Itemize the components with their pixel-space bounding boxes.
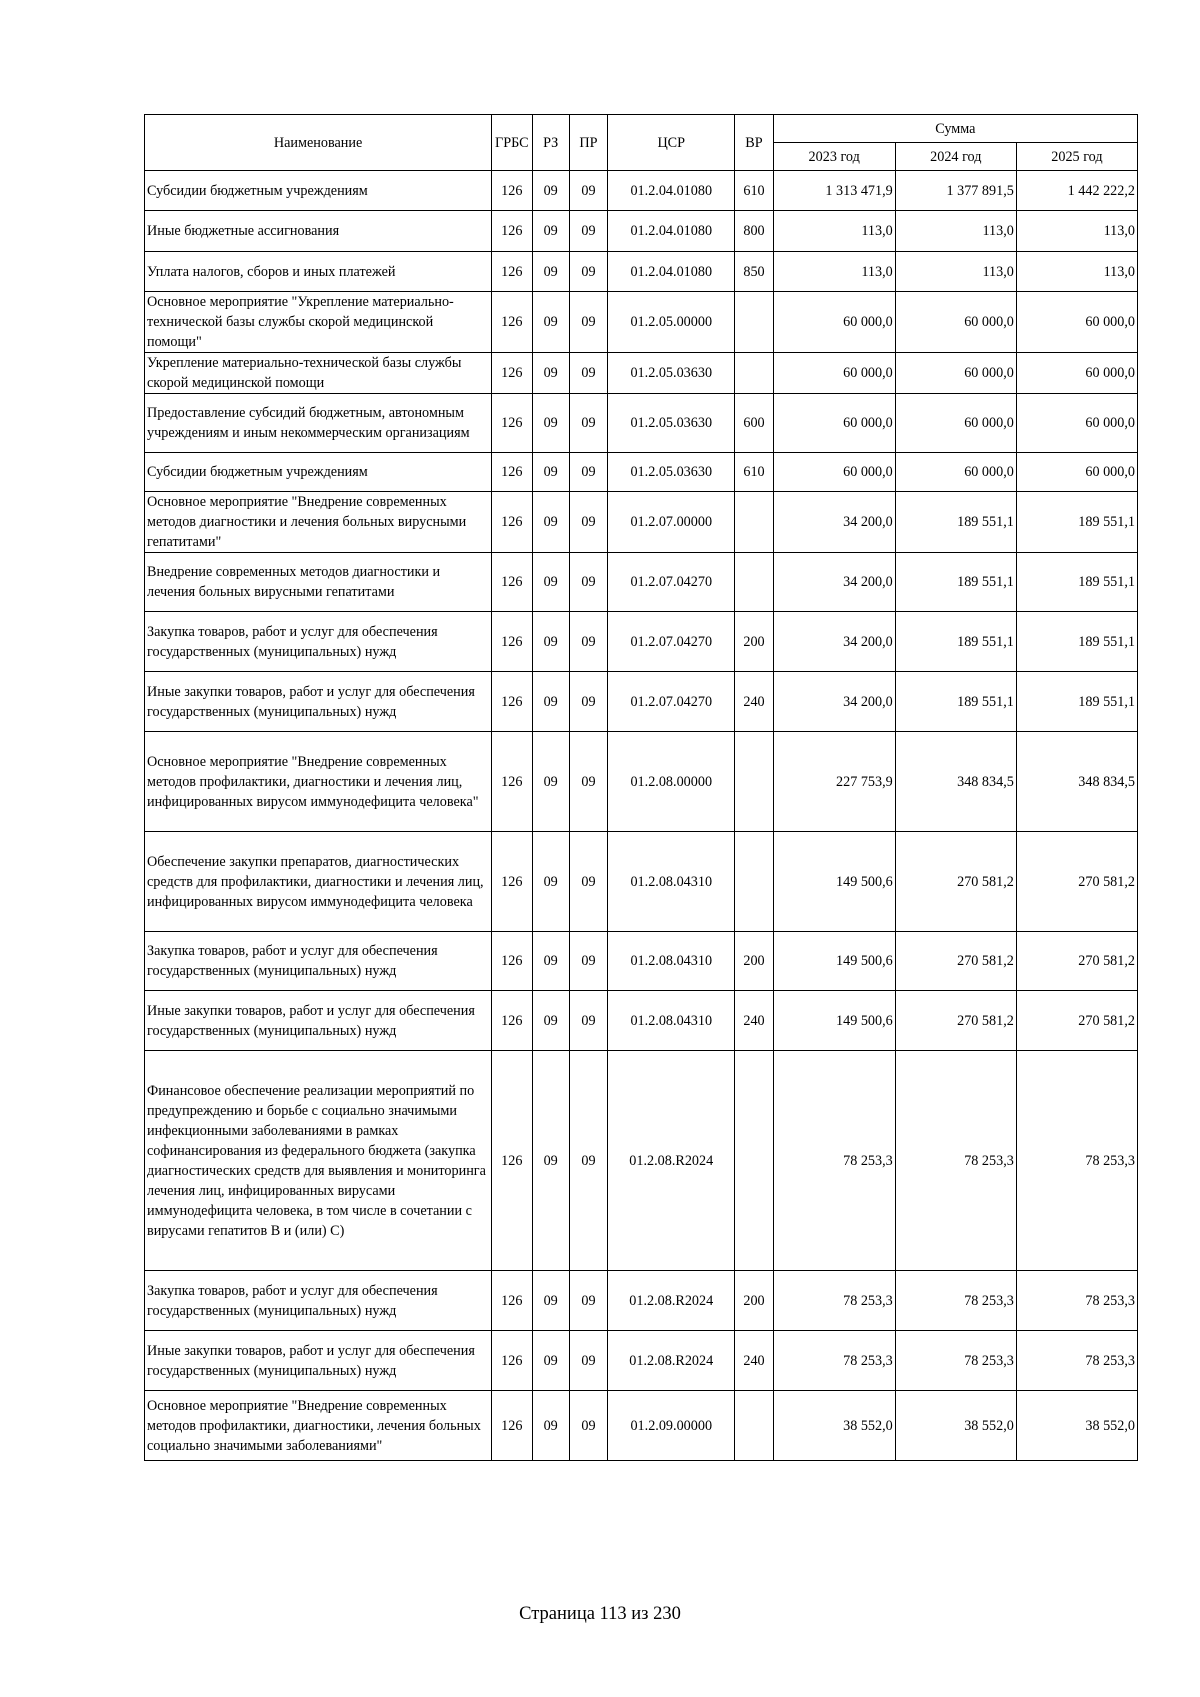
table-row xyxy=(145,1271,1138,1331)
row-rz: 09 xyxy=(532,991,569,1051)
row-grbs: 126 xyxy=(492,553,532,612)
row-csr: 01.2.04.01080 xyxy=(608,211,735,252)
row-name: Основное мероприятие "Внедрение современных методов диагностики и лечения больных вирусными гепатитами" xyxy=(145,492,492,553)
row-csr: 01.2.05.00000 xyxy=(608,292,735,353)
table-row xyxy=(145,832,1138,932)
row-sum-2024: 78 253,3 xyxy=(895,1051,1016,1271)
row-pr: 09 xyxy=(569,612,607,672)
row-grbs: 126 xyxy=(492,292,532,353)
header-csr: ЦСР xyxy=(608,115,735,171)
row-pr: 09 xyxy=(569,252,607,292)
row-rz: 09 xyxy=(532,672,569,732)
header-rz: РЗ xyxy=(532,115,569,171)
row-sum-2025: 38 552,0 xyxy=(1016,1391,1137,1461)
row-pr: 09 xyxy=(569,991,607,1051)
row-rz: 09 xyxy=(532,612,569,672)
row-sum-2023: 113,0 xyxy=(773,211,895,252)
table-row xyxy=(145,353,1138,394)
row-grbs: 126 xyxy=(492,353,532,394)
row-grbs: 126 xyxy=(492,1271,532,1331)
row-rz: 09 xyxy=(532,1331,569,1391)
row-sum-2023: 34 200,0 xyxy=(773,553,895,612)
row-vr: 240 xyxy=(735,1331,773,1391)
row-sum-2023: 60 000,0 xyxy=(773,292,895,353)
row-csr: 01.2.07.04270 xyxy=(608,612,735,672)
row-grbs: 126 xyxy=(492,991,532,1051)
row-name: Закупка товаров, работ и услуг для обеспечения государственных (муниципальных) нужд xyxy=(145,612,492,672)
row-rz: 09 xyxy=(532,553,569,612)
row-vr: 610 xyxy=(735,171,773,211)
row-vr: 240 xyxy=(735,991,773,1051)
row-rz: 09 xyxy=(532,1391,569,1461)
row-csr: 01.2.08.04310 xyxy=(608,991,735,1051)
table-body xyxy=(145,171,1138,1461)
row-name: Предоставление субсидий бюджетным, автономным учреждениям и иным некоммерческим организациям xyxy=(145,394,492,453)
header-2024: 2024 год xyxy=(895,143,1016,171)
row-pr: 09 xyxy=(569,394,607,453)
row-pr: 09 xyxy=(569,672,607,732)
table-row xyxy=(145,252,1138,292)
row-sum-2023: 113,0 xyxy=(773,252,895,292)
row-csr: 01.2.04.01080 xyxy=(608,252,735,292)
table-row xyxy=(145,492,1138,553)
table-header xyxy=(145,115,1138,171)
row-sum-2023: 60 000,0 xyxy=(773,394,895,453)
row-sum-2023: 78 253,3 xyxy=(773,1331,895,1391)
header-vr: ВР xyxy=(735,115,773,171)
row-pr: 09 xyxy=(569,553,607,612)
row-sum-2024: 189 551,1 xyxy=(895,492,1016,553)
row-name: Уплата налогов, сборов и иных платежей xyxy=(145,252,492,292)
table-row xyxy=(145,991,1138,1051)
row-name: Субсидии бюджетным учреждениям xyxy=(145,453,492,492)
row-sum-2025: 60 000,0 xyxy=(1016,292,1137,353)
row-csr: 01.2.05.03630 xyxy=(608,353,735,394)
row-sum-2024: 348 834,5 xyxy=(895,732,1016,832)
row-grbs: 126 xyxy=(492,1051,532,1271)
row-vr xyxy=(735,292,773,353)
table-row xyxy=(145,1051,1138,1271)
row-pr: 09 xyxy=(569,1391,607,1461)
row-sum-2023: 78 253,3 xyxy=(773,1051,895,1271)
table-row xyxy=(145,612,1138,672)
row-vr xyxy=(735,732,773,832)
table-row xyxy=(145,211,1138,252)
row-pr: 09 xyxy=(569,1331,607,1391)
row-rz: 09 xyxy=(532,832,569,932)
table-row xyxy=(145,394,1138,453)
row-sum-2024: 78 253,3 xyxy=(895,1271,1016,1331)
page-number: Страница 113 из 230 xyxy=(519,1604,681,1624)
row-pr: 09 xyxy=(569,1271,607,1331)
row-grbs: 126 xyxy=(492,832,532,932)
row-csr: 01.2.07.00000 xyxy=(608,492,735,553)
row-sum-2023: 227 753,9 xyxy=(773,732,895,832)
row-name: Закупка товаров, работ и услуг для обеспечения государственных (муниципальных) нужд xyxy=(145,1271,492,1331)
row-sum-2023: 34 200,0 xyxy=(773,672,895,732)
row-rz: 09 xyxy=(532,1051,569,1271)
row-sum-2023: 38 552,0 xyxy=(773,1391,895,1461)
row-sum-2024: 270 581,2 xyxy=(895,932,1016,991)
header-grbs: ГРБС xyxy=(492,115,532,171)
row-sum-2025: 189 551,1 xyxy=(1016,672,1137,732)
row-rz: 09 xyxy=(532,211,569,252)
row-grbs: 126 xyxy=(492,492,532,553)
row-sum-2024: 60 000,0 xyxy=(895,353,1016,394)
row-sum-2025: 60 000,0 xyxy=(1016,394,1137,453)
row-name: Укрепление материально-технической базы службы скорой медицинской помощи xyxy=(145,353,492,394)
row-sum-2024: 78 253,3 xyxy=(895,1331,1016,1391)
row-name: Финансовое обеспечение реализации мероприятий по предупреждению и борьбе с социально значимыми инфекционными заболеваниями в рамках софинансирования из федерального бюджета (закупка диагностических средств для выявления и мониторинга лечения лиц, инфицированных вирусами иммунодефицита человека, в том числе в сочетании с вирусами гепатитов B и (или) C) xyxy=(145,1051,492,1271)
table-row xyxy=(145,932,1138,991)
row-rz: 09 xyxy=(532,492,569,553)
row-sum-2024: 189 551,1 xyxy=(895,672,1016,732)
row-vr xyxy=(735,1051,773,1271)
row-sum-2025: 78 253,3 xyxy=(1016,1331,1137,1391)
row-name: Иные закупки товаров, работ и услуг для обеспечения государственных (муниципальных) нужд xyxy=(145,991,492,1051)
row-csr: 01.2.07.04270 xyxy=(608,672,735,732)
header-name: Наименование xyxy=(145,115,492,171)
row-csr: 01.2.08.04310 xyxy=(608,832,735,932)
row-sum-2025: 78 253,3 xyxy=(1016,1051,1137,1271)
row-vr: 850 xyxy=(735,252,773,292)
row-grbs: 126 xyxy=(492,1391,532,1461)
table-row xyxy=(145,171,1138,211)
row-vr xyxy=(735,553,773,612)
row-sum-2025: 189 551,1 xyxy=(1016,553,1137,612)
row-sum-2024: 189 551,1 xyxy=(895,612,1016,672)
budget-table xyxy=(144,114,1138,1461)
row-pr: 09 xyxy=(569,1051,607,1271)
row-csr: 01.2.08.04310 xyxy=(608,932,735,991)
table-row xyxy=(145,672,1138,732)
row-grbs: 126 xyxy=(492,1331,532,1391)
row-sum-2024: 60 000,0 xyxy=(895,394,1016,453)
row-name: Обеспечение закупки препаратов, диагностических средств для профилактики, диагностики и лечения лиц, инфицированных вирусом иммунодефицита человека xyxy=(145,832,492,932)
row-vr: 200 xyxy=(735,932,773,991)
table-row xyxy=(145,1331,1138,1391)
row-sum-2024: 60 000,0 xyxy=(895,453,1016,492)
row-grbs: 126 xyxy=(492,932,532,991)
row-pr: 09 xyxy=(569,292,607,353)
row-grbs: 126 xyxy=(492,211,532,252)
row-pr: 09 xyxy=(569,453,607,492)
row-grbs: 126 xyxy=(492,732,532,832)
row-grbs: 126 xyxy=(492,672,532,732)
row-pr: 09 xyxy=(569,732,607,832)
row-rz: 09 xyxy=(532,732,569,832)
row-sum-2025: 113,0 xyxy=(1016,252,1137,292)
header-2025: 2025 год xyxy=(1016,143,1137,171)
row-csr: 01.2.05.03630 xyxy=(608,394,735,453)
row-pr: 09 xyxy=(569,932,607,991)
row-sum-2025: 189 551,1 xyxy=(1016,612,1137,672)
row-pr: 09 xyxy=(569,492,607,553)
row-name: Закупка товаров, работ и услуг для обеспечения государственных (муниципальных) нужд xyxy=(145,932,492,991)
row-name: Основное мероприятие "Укрепление материально-технической базы службы скорой медицинской помощи" xyxy=(145,292,492,353)
row-rz: 09 xyxy=(532,1271,569,1331)
row-pr: 09 xyxy=(569,353,607,394)
row-sum-2023: 34 200,0 xyxy=(773,612,895,672)
row-sum-2025: 78 253,3 xyxy=(1016,1271,1137,1331)
row-rz: 09 xyxy=(532,932,569,991)
row-sum-2024: 270 581,2 xyxy=(895,832,1016,932)
row-sum-2023: 34 200,0 xyxy=(773,492,895,553)
row-sum-2023: 60 000,0 xyxy=(773,453,895,492)
table-row xyxy=(145,1391,1138,1461)
row-rz: 09 xyxy=(532,171,569,211)
row-vr: 240 xyxy=(735,672,773,732)
row-csr: 01.2.04.01080 xyxy=(608,171,735,211)
row-sum-2024: 189 551,1 xyxy=(895,553,1016,612)
row-pr: 09 xyxy=(569,211,607,252)
row-name: Иные закупки товаров, работ и услуг для обеспечения государственных (муниципальных) нужд xyxy=(145,1331,492,1391)
row-rz: 09 xyxy=(532,292,569,353)
row-csr: 01.2.08.00000 xyxy=(608,732,735,832)
row-sum-2025: 1 442 222,2 xyxy=(1016,171,1137,211)
row-sum-2025: 60 000,0 xyxy=(1016,453,1137,492)
row-csr: 01.2.08.R2024 xyxy=(608,1331,735,1391)
row-rz: 09 xyxy=(532,453,569,492)
row-grbs: 126 xyxy=(492,612,532,672)
row-sum-2024: 60 000,0 xyxy=(895,292,1016,353)
row-csr: 01.2.08.R2024 xyxy=(608,1271,735,1331)
header-2023: 2023 год xyxy=(773,143,895,171)
table-row xyxy=(145,453,1138,492)
row-vr: 600 xyxy=(735,394,773,453)
row-csr: 01.2.09.00000 xyxy=(608,1391,735,1461)
row-sum-2025: 270 581,2 xyxy=(1016,932,1137,991)
row-sum-2023: 60 000,0 xyxy=(773,353,895,394)
row-rz: 09 xyxy=(532,252,569,292)
row-name: Внедрение современных методов диагностики и лечения больных вирусными гепатитами xyxy=(145,553,492,612)
row-sum-2023: 78 253,3 xyxy=(773,1271,895,1331)
header-sum: Сумма xyxy=(773,115,1137,143)
row-sum-2024: 38 552,0 xyxy=(895,1391,1016,1461)
row-grbs: 126 xyxy=(492,252,532,292)
row-sum-2025: 189 551,1 xyxy=(1016,492,1137,553)
row-sum-2025: 60 000,0 xyxy=(1016,353,1137,394)
header-pr: ПР xyxy=(569,115,607,171)
row-sum-2025: 113,0 xyxy=(1016,211,1137,252)
row-csr: 01.2.05.03630 xyxy=(608,453,735,492)
row-name: Иные бюджетные ассигнования xyxy=(145,211,492,252)
row-sum-2024: 113,0 xyxy=(895,211,1016,252)
row-vr xyxy=(735,832,773,932)
row-sum-2025: 270 581,2 xyxy=(1016,832,1137,932)
row-pr: 09 xyxy=(569,171,607,211)
row-vr xyxy=(735,1391,773,1461)
row-sum-2023: 1 313 471,9 xyxy=(773,171,895,211)
row-rz: 09 xyxy=(532,394,569,453)
table-row xyxy=(145,732,1138,832)
row-vr xyxy=(735,353,773,394)
row-name: Иные закупки товаров, работ и услуг для обеспечения государственных (муниципальных) нужд xyxy=(145,672,492,732)
row-grbs: 126 xyxy=(492,394,532,453)
row-sum-2023: 149 500,6 xyxy=(773,932,895,991)
row-sum-2023: 149 500,6 xyxy=(773,991,895,1051)
table-row xyxy=(145,292,1138,353)
row-pr: 09 xyxy=(569,832,607,932)
table-row xyxy=(145,553,1138,612)
row-sum-2024: 270 581,2 xyxy=(895,991,1016,1051)
row-name: Субсидии бюджетным учреждениям xyxy=(145,171,492,211)
row-sum-2024: 113,0 xyxy=(895,252,1016,292)
row-sum-2024: 1 377 891,5 xyxy=(895,171,1016,211)
row-rz: 09 xyxy=(532,353,569,394)
row-grbs: 126 xyxy=(492,171,532,211)
row-vr xyxy=(735,492,773,553)
row-vr: 800 xyxy=(735,211,773,252)
row-sum-2025: 348 834,5 xyxy=(1016,732,1137,832)
row-grbs: 126 xyxy=(492,453,532,492)
row-vr: 200 xyxy=(735,1271,773,1331)
row-csr: 01.2.07.04270 xyxy=(608,553,735,612)
row-name: Основное мероприятие "Внедрение современных методов профилактики, диагностики, лечения больных социально значимыми заболеваниями" xyxy=(145,1391,492,1461)
row-csr: 01.2.08.R2024 xyxy=(608,1051,735,1271)
row-vr: 200 xyxy=(735,612,773,672)
row-sum-2025: 270 581,2 xyxy=(1016,991,1137,1051)
row-name: Основное мероприятие "Внедрение современных методов профилактики, диагностики и лечения лиц, инфицированных вирусом иммунодефицита человека" xyxy=(145,732,492,832)
row-sum-2023: 149 500,6 xyxy=(773,832,895,932)
row-vr: 610 xyxy=(735,453,773,492)
